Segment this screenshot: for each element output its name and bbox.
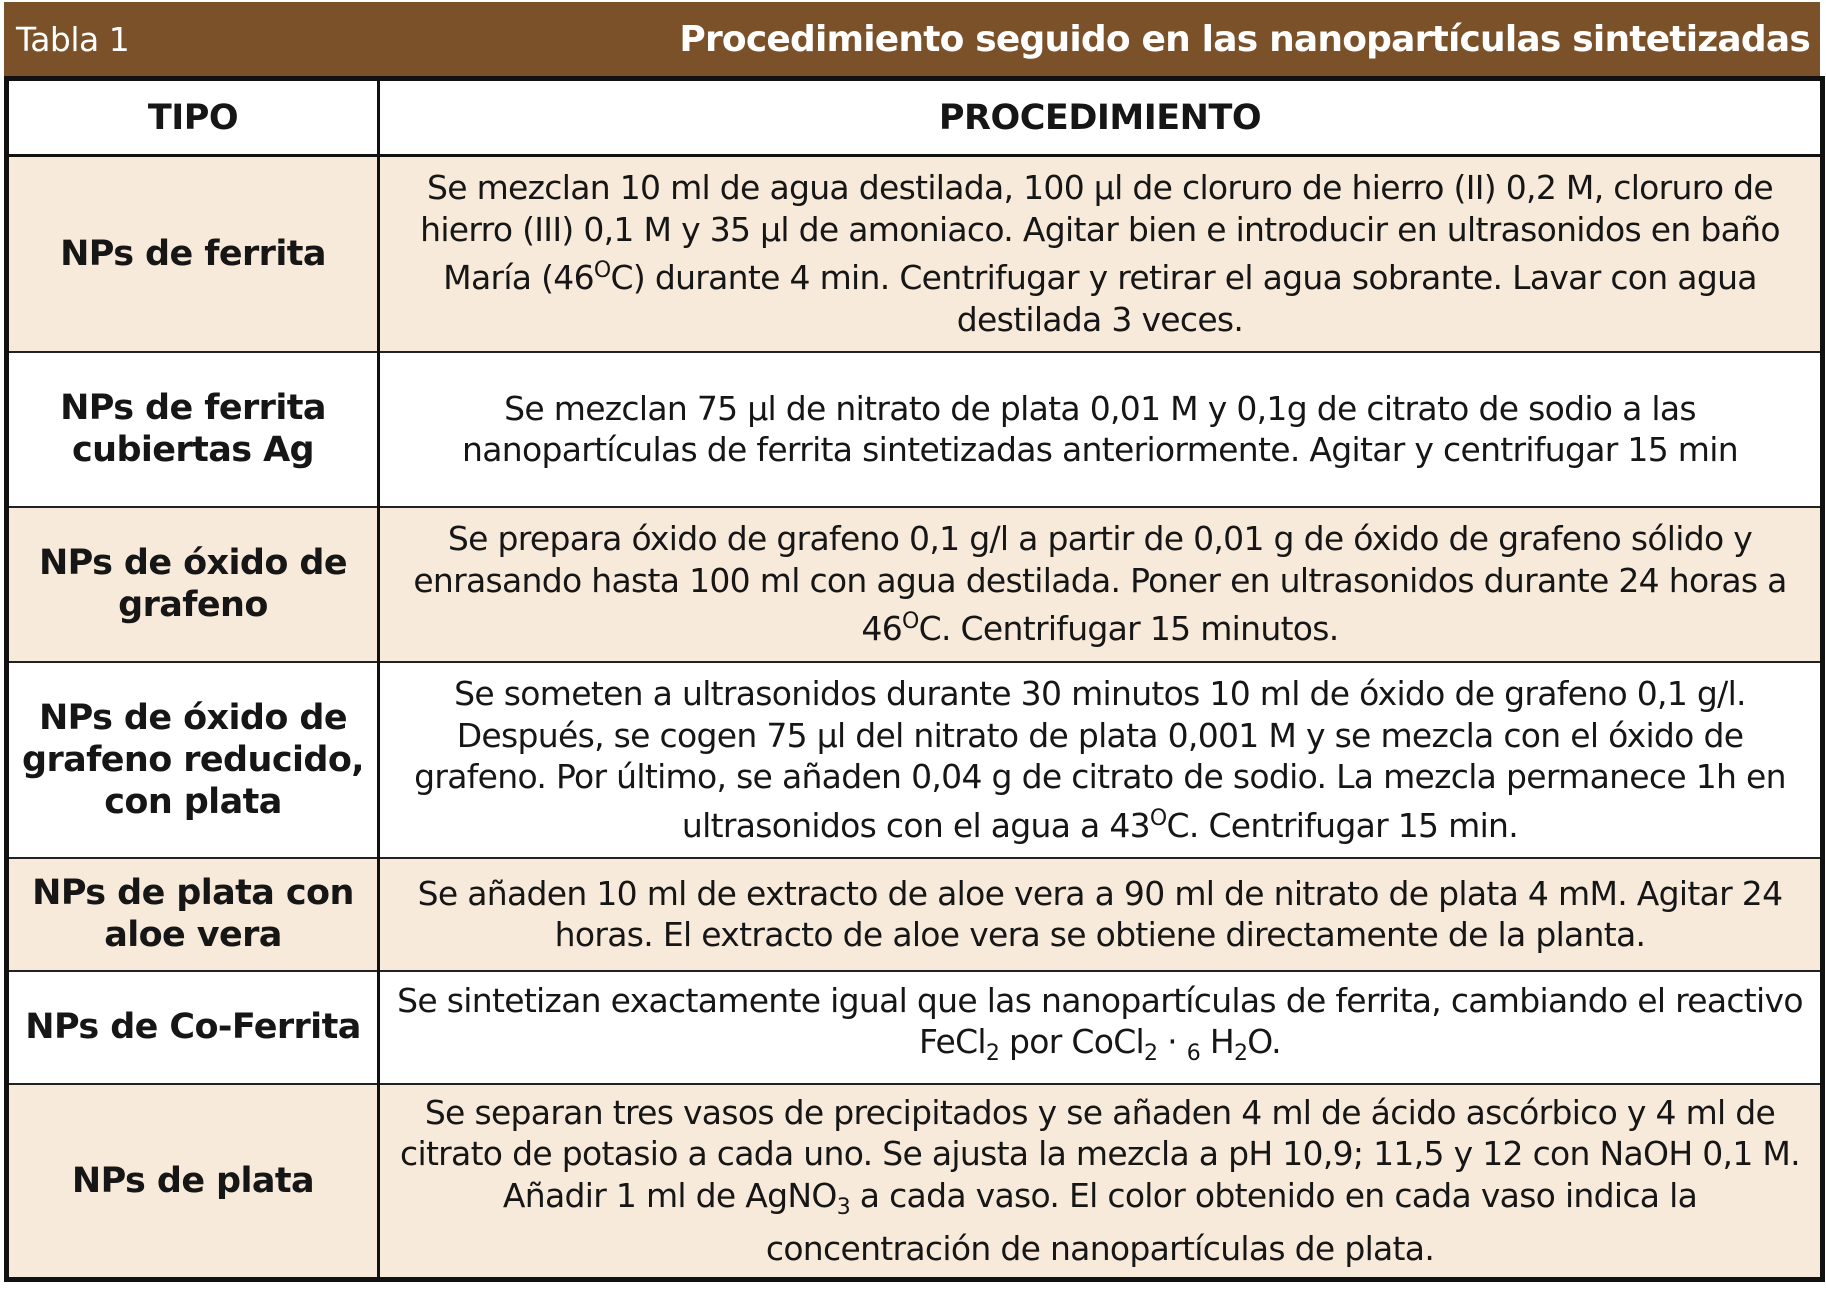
- tipo-cell: NPs de óxido de grafeno: [7, 507, 379, 662]
- subscript: 2: [1233, 1041, 1248, 1066]
- column-header-procedimiento: PROCEDIMIENTO: [379, 79, 1823, 156]
- subscript: 2: [1144, 1041, 1158, 1066]
- proc-text: Se sintetizan exactamente igual que las nanopartículas de ferrita, cambiando el reactivo FeCl: [397, 980, 1803, 1061]
- proc-text: Se mezclan 10 ml de agua destilada, 100 µl de cloruro de hierro (II) 0,2 M, cloruro de hierro (III) 0,1 M y 35 µl de amoniaco. Agitar bien e introducir en ultrasonidos en baño María (46: [420, 168, 1780, 298]
- degree-superscript: O: [1149, 805, 1167, 831]
- procedimiento-cell: [379, 156, 1823, 352]
- table-row: [7, 1084, 1823, 1280]
- proc-text: Se mezclan 75 µl de nitrato de plata 0,01 M y 0,1g de citrato de sodio a las nanopartículas de ferrita sintetizadas anteriormente. Agitar y centrifugar 15 min: [462, 388, 1738, 469]
- subscript: 3: [836, 1194, 850, 1220]
- procedimiento-cell: [379, 971, 1823, 1084]
- procedimiento-cell: [379, 507, 1823, 662]
- proc-text: a cada vaso. El color obtenido en cada vaso indica la concentración de nanopartículas de plata.: [765, 1175, 1698, 1269]
- column-header-tipo: TIPO: [7, 79, 379, 156]
- proc-text: Se separan tres vasos de precipitados y se añaden 4 ml de ácido ascórbico y 4 ml de citrato de potasio a cada uno. Se ajusta la mezcla a pH 10,9; 11,5 y 12 con NaOH 0,1 M. Añadir 1 ml de AgNO: [400, 1092, 1800, 1215]
- tipo-cell: NPs de ferrita: [7, 156, 379, 352]
- proc-text: H: [1200, 1022, 1234, 1061]
- proc-text: Se someten a ultrasonidos durante 30 minutos 10 ml de óxido de grafeno 0,1 g/l. Después, se cogen 75 µl del nitrato de plata 0,001 M y se mezcla con el óxido de grafeno. Por último, se añaden 0,04 g de citrato de sodio. La mezcla permanece 1h en ultrasonidos con el agua a 43: [414, 674, 1786, 845]
- table-row: [7, 507, 1823, 662]
- tipo-cell: NPs de Co-Ferrita: [7, 971, 379, 1084]
- table-row: [7, 156, 1823, 352]
- subscript: 6: [1186, 1041, 1201, 1066]
- proc-text: Se añaden 10 ml de extracto de aloe vera a 90 ml de nitrato de plata 4 mM. Agitar 24 horas. El extracto de aloe vera se obtiene directamente de la planta.: [417, 873, 1783, 954]
- proc-text: O.: [1247, 1022, 1281, 1061]
- table-header-row: [7, 79, 1823, 156]
- proc-text: C) durante 4 min. Centrifugar y retirar el agua sobrante. Lavar con agua destilada 3 veces.: [610, 258, 1757, 339]
- proc-text: Se prepara óxido de grafeno 0,1 g/l a partir de 0,01 g de óxido de grafeno sólido y enrasando hasta 100 ml con agua destilada. Poner en ultrasonidos durante 24 horas a 46: [413, 519, 1787, 649]
- proc-text: C. Centrifugar 15 minutos.: [918, 609, 1339, 649]
- procedimiento-cell: [379, 858, 1823, 971]
- table-row: [7, 662, 1823, 858]
- table-row: [7, 971, 1823, 1084]
- degree-superscript: O: [902, 609, 919, 635]
- table-row: [7, 352, 1823, 507]
- procedimiento-cell: [379, 1084, 1823, 1280]
- tipo-cell: NPs de ferrita cubiertas Ag: [7, 352, 379, 507]
- tipo-cell: NPs de óxido de grafeno reducido, con plata: [7, 662, 379, 858]
- procedures-table: [4, 76, 1825, 1282]
- table-title: Procedimiento seguido en las nanopartículas sintetizadas: [679, 18, 1810, 60]
- subscript: 2: [985, 1041, 1000, 1066]
- degree-superscript: O: [593, 258, 611, 284]
- table-figure: [4, 2, 1820, 1282]
- proc-text: por CoCl: [999, 1022, 1145, 1061]
- tipo-cell: NPs de plata con aloe vera: [7, 858, 379, 971]
- proc-text: C. Centrifugar 15 min.: [1166, 805, 1519, 845]
- table-row: [7, 858, 1823, 971]
- procedimiento-cell: [379, 352, 1823, 507]
- proc-text: ·: [1157, 1022, 1187, 1061]
- procedimiento-cell: [379, 662, 1823, 858]
- table-header-band: [4, 2, 1820, 76]
- table-number-label: Tabla 1: [16, 19, 130, 59]
- tipo-cell: NPs de plata: [7, 1084, 379, 1280]
